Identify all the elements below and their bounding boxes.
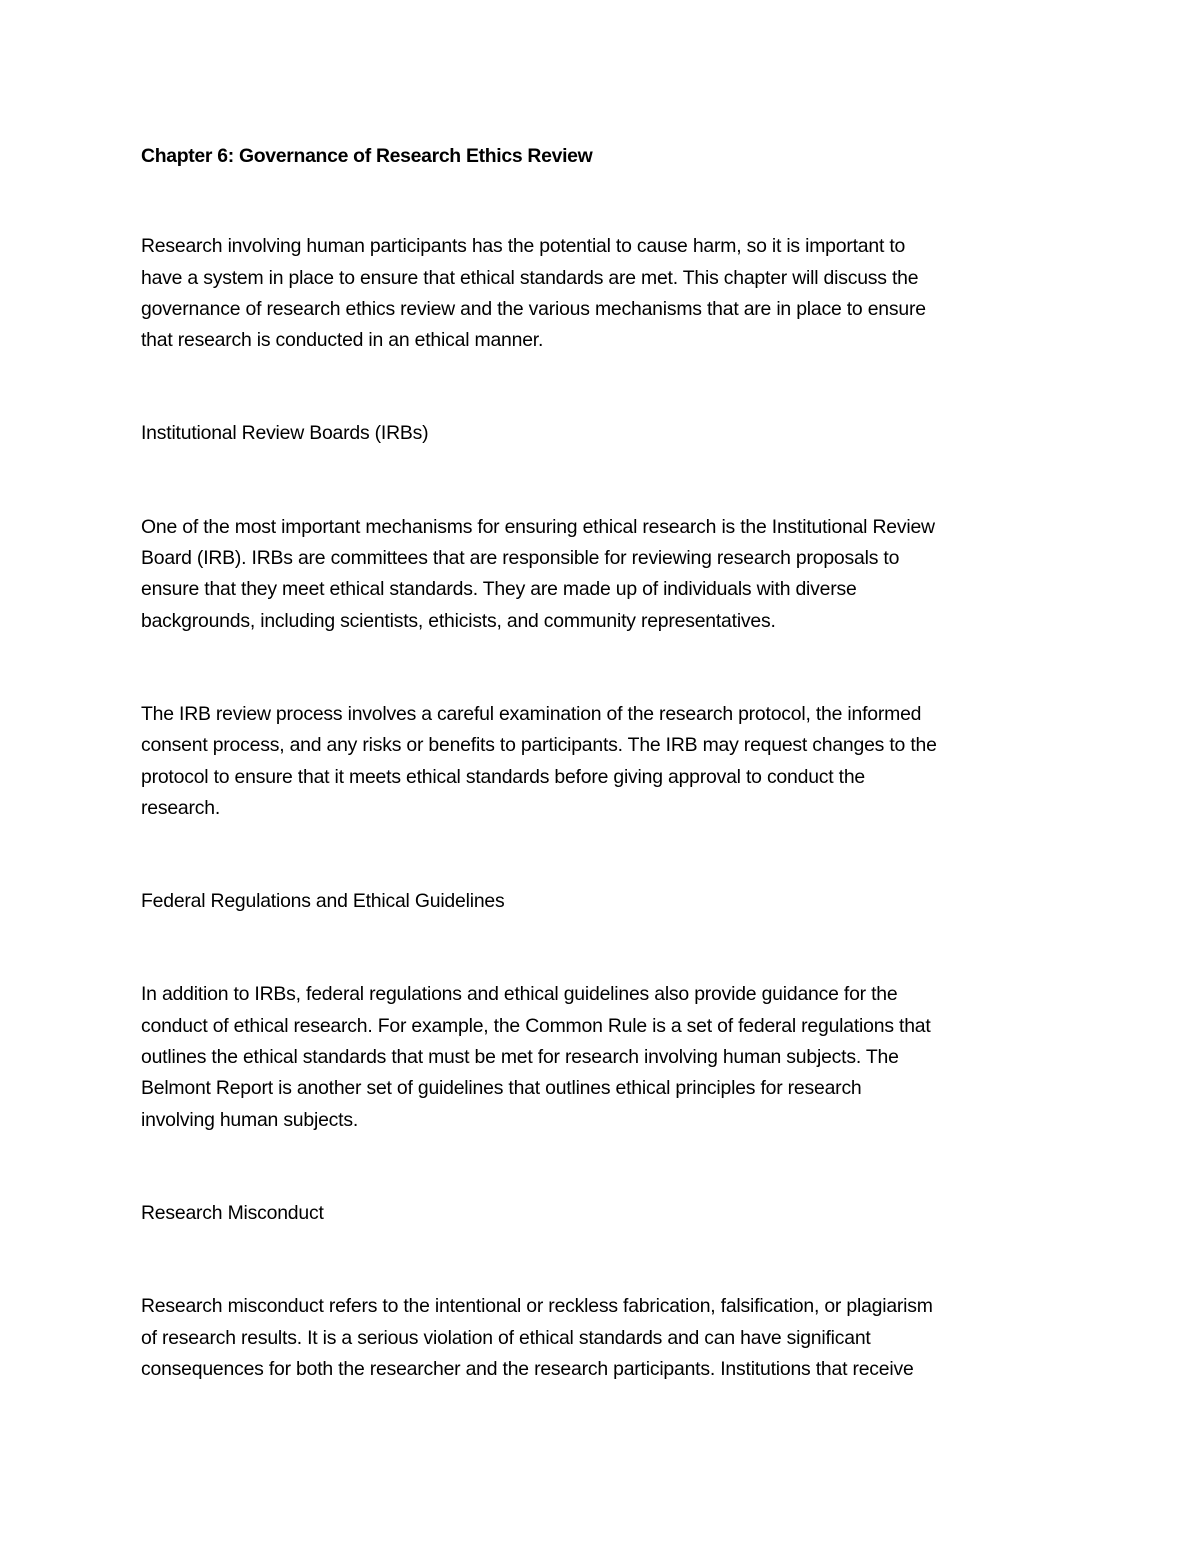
paragraph-line: One of the most important mechanisms for ensuring ethical research is the Institutional Review [141, 515, 935, 538]
section-heading-misconduct: Research Misconduct [141, 1201, 324, 1224]
irb-paragraph-1 [141, 512, 1066, 637]
paragraph-line: Board (IRB). IRBs are committees that are responsible for reviewing research proposals to [141, 547, 900, 570]
section-heading-federal: Federal Regulations and Ethical Guidelines [141, 890, 505, 913]
misconduct-paragraph-1 [141, 1291, 1066, 1385]
paragraph-line: In addition to IRBs, federal regulations and ethical guidelines also provide guidance for the [141, 983, 898, 1006]
paragraph-line: conduct of ethical research. For example, the Common Rule is a set of federal regulations that [141, 1014, 931, 1037]
paragraph-line: involving human subjects. [141, 1108, 359, 1131]
paragraph-line: Research misconduct refers to the intentional or reckless fabrication, falsification, or plagiarism [141, 1295, 933, 1318]
intro-line: have a system in place to ensure that ethical standards are met. This chapter will discuss the [141, 266, 919, 289]
page-title: Chapter 6: Governance of Research Ethics Review [141, 145, 593, 167]
irb-paragraph-2 [141, 699, 1066, 824]
paragraph-line: protocol to ensure that it meets ethical standards before giving approval to conduct the [141, 765, 865, 788]
paragraph-line: Belmont Report is another set of guidelines that outlines ethical principles for research [141, 1077, 862, 1100]
paragraph-line: research. [141, 796, 221, 819]
paragraph-line: of research results. It is a serious violation of ethical standards and can have significant [141, 1326, 871, 1349]
intro-line: governance of research ethics review and the various mechanisms that are in place to ensure [141, 297, 926, 320]
document-body [141, 141, 1066, 1385]
paragraph-line: ensure that they meet ethical standards. They are made up of individuals with diverse [141, 578, 857, 601]
intro-line: Research involving human participants has the potential to cause harm, so it is important to [141, 235, 906, 258]
intro-line: that research is conducted in an ethical manner. [141, 329, 544, 352]
paragraph-line: consent process, and any risks or benefits to participants. The IRB may request changes to the [141, 734, 937, 757]
paragraph-line: The IRB review process involves a careful examination of the research protocol, the informed [141, 702, 922, 725]
intro-paragraph [141, 231, 1066, 356]
paragraph-line: consequences for both the researcher and the research participants. Institutions that receive [141, 1357, 914, 1380]
section-heading-irb: Institutional Review Boards (IRBs) [141, 422, 429, 445]
federal-paragraph-1 [141, 979, 1066, 1135]
paragraph-line: backgrounds, including scientists, ethicists, and community representatives. [141, 609, 776, 632]
paragraph-line: outlines the ethical standards that must be met for research involving human subjects. The [141, 1046, 899, 1069]
